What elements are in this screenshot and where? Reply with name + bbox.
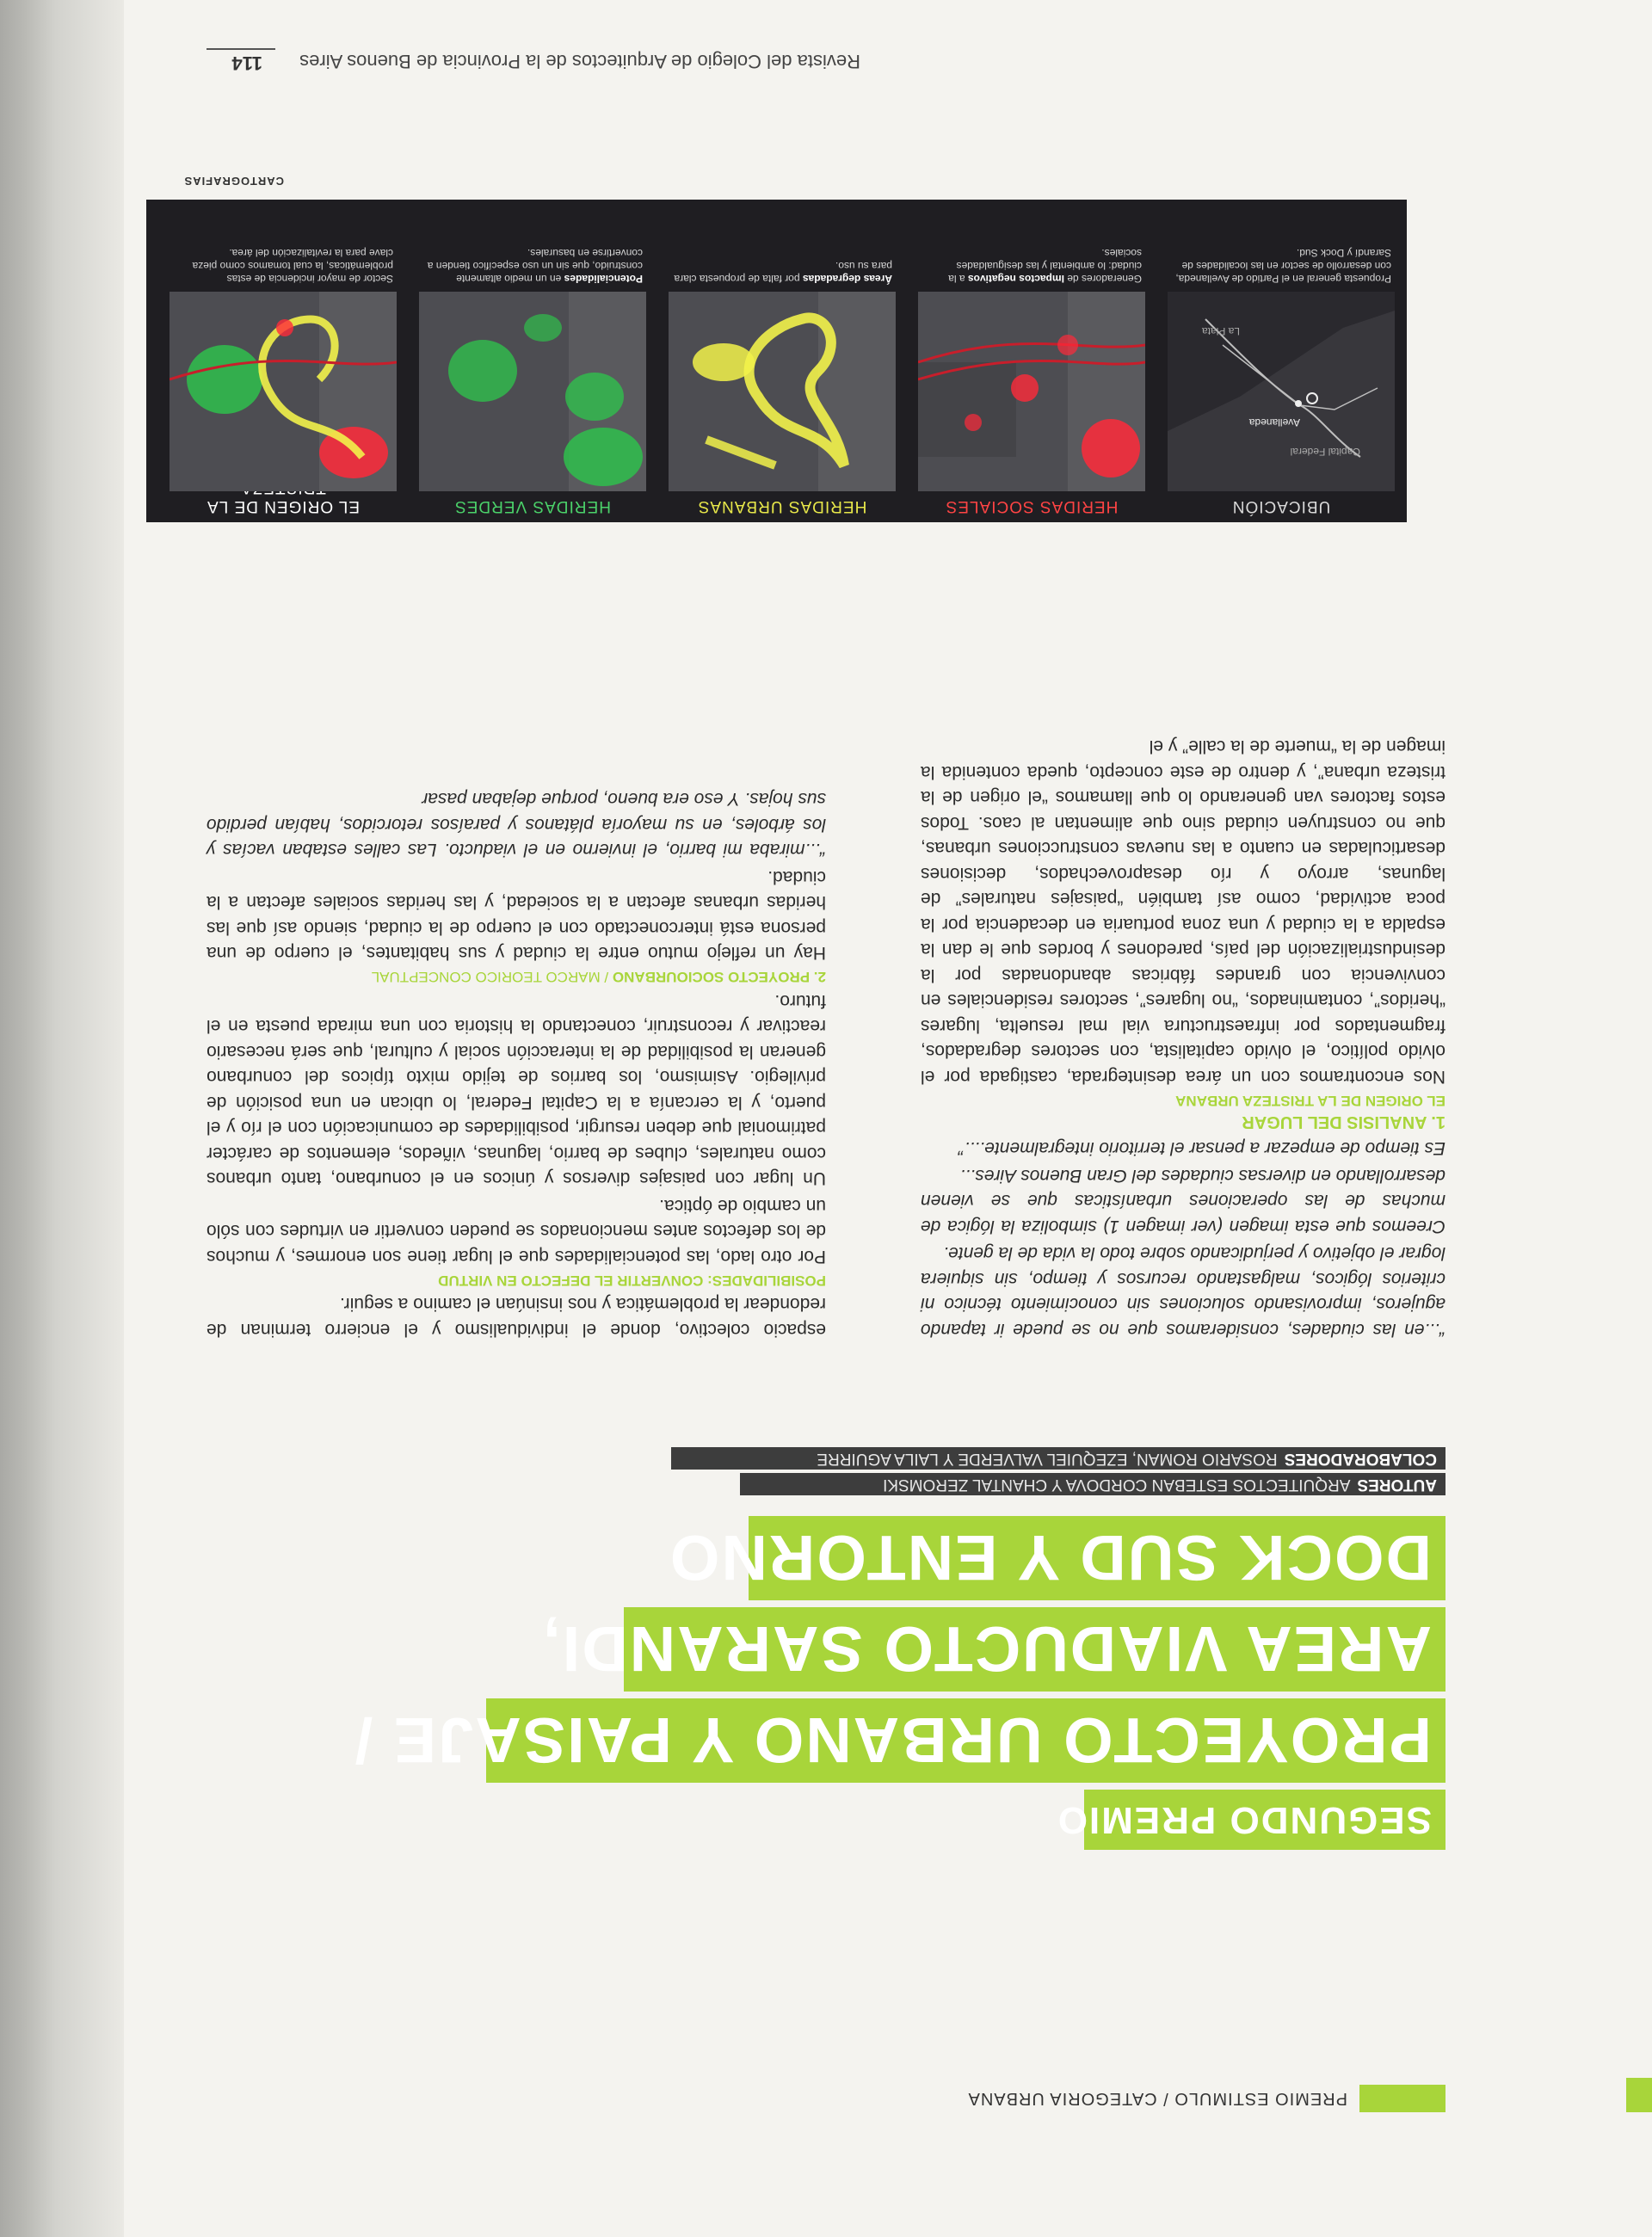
text-column-right <box>206 785 826 1342</box>
map-title: HERIDAS SOCIALES <box>945 497 1119 515</box>
section-label: PREMIO ESTIMULO / CATEGORIA URBANA <box>967 2089 1347 2109</box>
caption-bold: Potencialidades <box>564 273 643 285</box>
intro-quote-1: “...en las ciudades, consideramos que no se puede ir tapando agujeros, improvisando soluciones sin conocimiento técnico ni criterios lógicos, malgastando recursos y tiempo, sin siquiera lograr el objetivo y perjudicando sobre todo la vida de la gente. <box>921 1243 1446 1340</box>
publication-name: Revista del Colegio de Arquitectos de la Provincia de Buenos Aires <box>299 51 860 72</box>
header-green-bar <box>1359 2085 1446 2112</box>
paragraph-analisis: Nos encontramos con un área desintegrada, castigada por el olvido político, el olvido capitalista, con sectores degradados, fragmentados por infraestructura vial mal resuelta, lugares “heridos”, contaminados, “no lugares”, sectores residenciales en convivencia con grandes fábricas abandonadas por la desindustrialización del país, paredones y bordes que le dan la espalda a la ciudad y una zona portuaria en decadencia por la poca actividad, como así también “paisajes naturales” de lagunas, arroyo y río desaprovechados, decisiones desarticuladas en cuanto a las nuevas construcciones urbanas, que no construyen ciudad sino que alimentan al caos. Todos estos factores van generando lo que llamamos “el origen de la tristeza urbana”, y dentro de este concepto, queda contenida la imagen de la “muerte de la calle” y el <box>921 736 1446 1087</box>
heading-proyecto-sociourbano <box>206 968 826 987</box>
paragraph-lugar: Un lugar con paisajes diversos y únicos en el conurbano, tanto urbanos como naturales, clubes de barrio, lagunas, viñedos, elementos de carácter patrimonial que deben resurgir, posibilidades de comunicación con el río y el puerto, y la cercanía a la Capital Federal, lo ubican en una posición de privilegio. Asimismo, los barrios de tejido mixto típicos del conurbano generan la posibilidad de la interacción social y cultural, que será necesario reactivar y reconstruir, conectando la historia con una mirada puesta en el futuro. <box>206 991 826 1189</box>
heading-marco-teorico: / MARCO TEORICO CONCEPTUAL <box>371 969 613 986</box>
location-map <box>1168 292 1395 491</box>
map-panel-heridas-sociales <box>913 200 1150 522</box>
map-title: UBICACIÓN <box>1231 497 1331 515</box>
paragraph-reflejo: Hay un reflejo mutuo entre la ciudad y sus habitantes, el cuerpo de una persona está interconectado con el cuerpo de la ciudad, siendo así que las heridas urbanas afectan a la sociedad, y las heridas sociales afectan a la ciudad. <box>206 867 826 964</box>
section-color-marker <box>1626 2078 1652 2112</box>
heading-proyecto-title: 2. PROYECTO SOCIOURBANO <box>612 969 826 986</box>
authors-names: ARQUITECTOS ESTEBAN CORDOVA Y CHANTAL ZEROMSKI <box>883 1476 1351 1494</box>
title-line-2: AREA VIADUCTO SARANDI, <box>624 1607 1446 1692</box>
map-panel-heridas-verdes <box>414 200 651 522</box>
closing-quote: “...miraba mi barrio, el invierno en el viaducto. Las calles estaban vacías y los árboles, en su mayoría plátanos y paraísos retorcidos, habían perdido sus hojas. Y eso era bueno, porque dejaban pasar <box>206 789 826 860</box>
page-number: 114 <box>231 52 262 74</box>
map-panel-heridas-urbanas <box>663 200 901 522</box>
map-label-avellaneda: Avellaneda <box>1248 416 1300 428</box>
collaborators-names: ROSARIO ROMAN, EZEQUIEL VALVERDE Y LAILA AGUIRRE <box>817 1450 1278 1468</box>
page-footer <box>206 45 860 79</box>
section-header <box>968 2085 1446 2112</box>
cartography-label: CARTOGRAFIAS <box>183 175 284 188</box>
caption-bold: Impactos negativos <box>967 273 1064 285</box>
page-gutter-shadow <box>0 0 124 2237</box>
caption-post: por falta de propuesta clara para su uso. <box>674 260 892 285</box>
heading-analisis: 1. ANALISIS DEL LUGAR <box>1242 1112 1446 1131</box>
map-caption <box>669 259 892 285</box>
map-label-laplata: La Plata <box>1201 325 1240 337</box>
aerial-map-green-zones <box>419 292 646 491</box>
aerial-map-red-zones <box>918 292 1145 491</box>
map-label-capital: Capital Federal <box>1290 446 1360 458</box>
collaborators-label: COLABORADORES <box>1284 1450 1437 1468</box>
map-caption: Sector de mayor incidencia de estas problemáticas, la cual tomamos como pieza clave para la revitalización del área. <box>192 247 393 285</box>
caption-post: a la ciudad: lo ambiental y las desigualdades sociales. <box>948 247 1142 285</box>
caption-bold: Áreas degradadas <box>802 273 892 285</box>
paragraph-potencialidades: Por otro lado, las potencialidades que el lugar tiene son enormes, y muchos de los defectos antes mencionados se pueden convertir en virtudes con sólo un cambio de óptica. <box>206 1196 826 1266</box>
collaborators-credit <box>671 1447 1446 1470</box>
cartography-strip <box>146 200 1407 522</box>
map-panel-origen-tristeza <box>164 200 402 522</box>
map-title: HERIDAS VERDES <box>454 497 611 515</box>
intro-quote-3: Es tiempo de empezar a pensar el territorio integralmente....” <box>958 1138 1446 1159</box>
map-panel-ubicacion <box>1162 200 1400 522</box>
aerial-map-combined-zones <box>170 292 397 491</box>
map-caption <box>918 246 1142 285</box>
page-number-rule <box>206 48 275 50</box>
award-label: SEGUNDO PREMIO <box>1084 1790 1446 1850</box>
caption-pre: Generadores de <box>1063 273 1142 285</box>
heading-posibilidades: POSIBILIDADES: CONVERTIR EL DEFECTO EN VIRTUD <box>438 1273 826 1289</box>
map-title: EL ORIGEN DE LA <box>206 497 360 515</box>
intro-quote-2: Creemos que esta imagen (ver imagen 1) simboliza la lógica de muchas de las operaciones urbanísticas que se vienen desarrollando en diversas ciudades del Gran Buenos Aires... <box>921 1166 1446 1236</box>
map-title: HERIDAS URBANAS <box>697 497 867 515</box>
aerial-map-yellow-zones <box>669 292 896 491</box>
map-caption <box>419 246 643 285</box>
title-line-3: DOCK SUD Y ENTORNO <box>749 1516 1446 1600</box>
subheading-tristeza: EL ORIGEN DE LA TRISTEZA URBANA <box>1175 1093 1446 1109</box>
title-line-1: PROYECTO URBANO Y PAISAJE / <box>486 1698 1446 1783</box>
caption-post: en un medio altamente construido, que sin un uso específico tienden a convertirse en basurales. <box>427 247 643 285</box>
authors-credit <box>740 1473 1446 1495</box>
authors-label: AUTORES <box>1357 1476 1437 1494</box>
map-caption: Propuesta general en el Partido de Avellaneda, con desarrollo de sector en las localidades de Sarandí y Dock Sud. <box>1175 247 1391 285</box>
text-column-left <box>921 732 1446 1342</box>
paragraph-continued: espacio colectivo, donde el individualismo y el encierro terminan de redondear la problemática y nos insinúan el camino a seguir. <box>206 1294 826 1340</box>
